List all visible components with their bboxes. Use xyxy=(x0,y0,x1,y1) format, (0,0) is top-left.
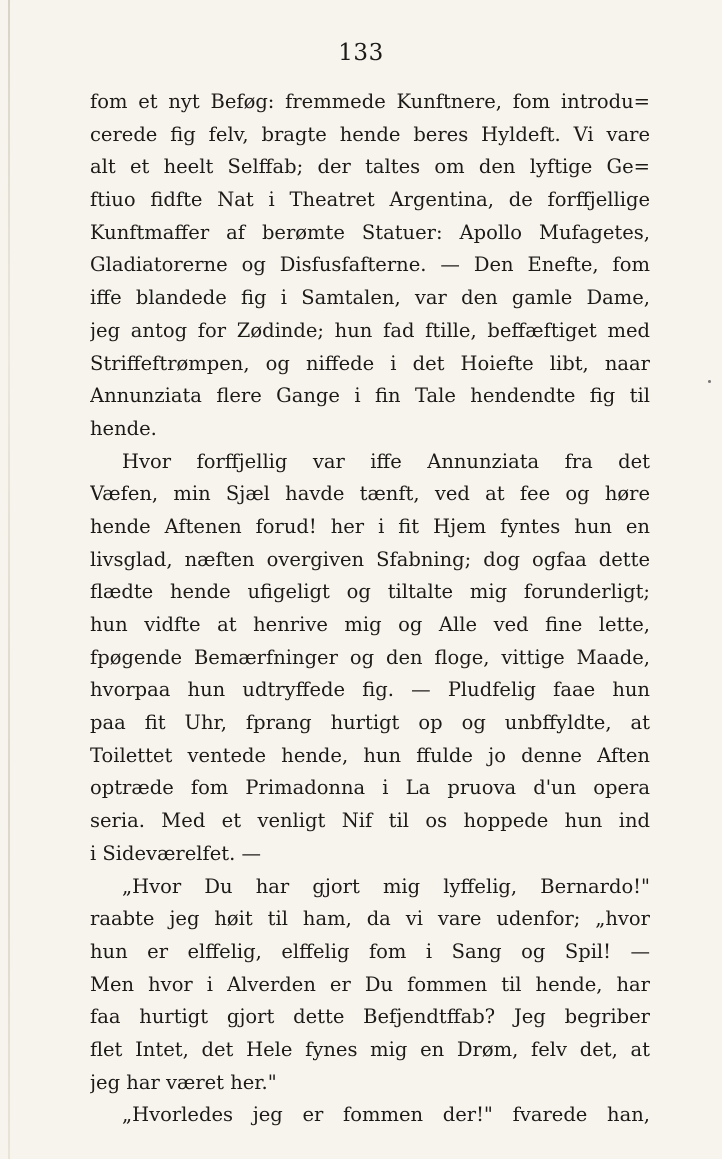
text-line: livsglad, næften overgiven Sfabning; dog ogfaa dette xyxy=(90,547,650,571)
page-edge-shadow xyxy=(8,0,10,1159)
text-line: Men hvor i Alverden er Du fommen til hende, har xyxy=(90,972,650,996)
text-line: fom et nyt Beføg: fremmede Kunftnere, fom introdu= xyxy=(90,90,650,113)
text-line: ftiuo fidfte Nat i Theatret Argentina, de forffjellige xyxy=(90,188,650,212)
text-line: Striffeftrømpen, og niffede i det Hoiefte libt, naar xyxy=(90,351,650,375)
text-line: iffe blandede fig i Samtalen, var den gamle Dame, xyxy=(90,286,650,310)
text-line: flædte hende ufigeligt og tiltalte mig forunderligt; xyxy=(90,580,650,604)
text-line: Toilettet ventede hende, hun ffulde jo denne Aften xyxy=(90,743,650,767)
text-line: hun vidfte at henrive mig og Alle ved fine lette, xyxy=(90,613,650,636)
body-text xyxy=(90,86,650,1132)
text-line: jeg har været her." xyxy=(90,1070,277,1094)
text-line: cerede fig felv, bragte hende beres Hyldeft. Vi vare xyxy=(90,122,650,146)
text-line: Annunziata flere Gange i fin Tale hendendte fig til xyxy=(90,384,650,408)
text-line: Væfen, min Sjæl havde tænft, ved at fee og høre xyxy=(90,482,650,506)
text-line: hende. xyxy=(90,416,157,440)
text-line: „Hvor Du har gjort mig lyffelig, Bernardo!" xyxy=(122,874,650,898)
text-line: optræde fom Primadonna i La pruova d'un opera xyxy=(90,776,650,800)
text-line: alt et heelt Selffab; der taltes om den lyftige Ge= xyxy=(90,155,650,179)
text-line: hende Aftenen forud! her i fit Hjem fyntes hun en xyxy=(90,514,650,538)
text-line: jeg antog for Zødinde; hun fad ftille, beffæftiget med xyxy=(90,318,650,342)
text-line: flet Intet, det Hele fynes mig en Drøm, felv det, at xyxy=(90,1037,650,1061)
text-line: „Hvorledes jeg er fommen der!" fvarede han, xyxy=(122,1103,650,1127)
text-line: paa fit Uhr, fprang hurtigt op og unbffyldte, at xyxy=(90,711,650,735)
page-number: 133 xyxy=(338,40,384,66)
text-line: Gladiatorerne og Disfusfafterne. — Den Enefte, fom xyxy=(90,253,650,277)
text-line: Kunftmaffer af berømte Statuer: Apollo Mufagetes, xyxy=(90,220,650,244)
text-line: hvorpaa hun udtryffede fig. — Pludfelig faae hun xyxy=(90,678,650,702)
text-line: Hvor forffjellig var iffe Annunziata fra det xyxy=(122,449,650,473)
print-speck xyxy=(708,380,711,383)
text-line: fpøgende Bemærfninger og den floge, vittige Maade, xyxy=(90,645,650,669)
text-line: i Sideværelfet. — xyxy=(90,841,261,865)
text-line: hun er elffelig, elffelig fom i Sang og Spil! — xyxy=(90,939,650,963)
text-line: faa hurtigt gjort dette Befjendtffab? Jeg begriber xyxy=(90,1005,650,1029)
text-line: seria. Med et venligt Nif til os hoppede hun ind xyxy=(90,809,650,833)
text-line: raabte jeg høit til ham, da vi vare udenfor; „hvor xyxy=(90,907,650,931)
